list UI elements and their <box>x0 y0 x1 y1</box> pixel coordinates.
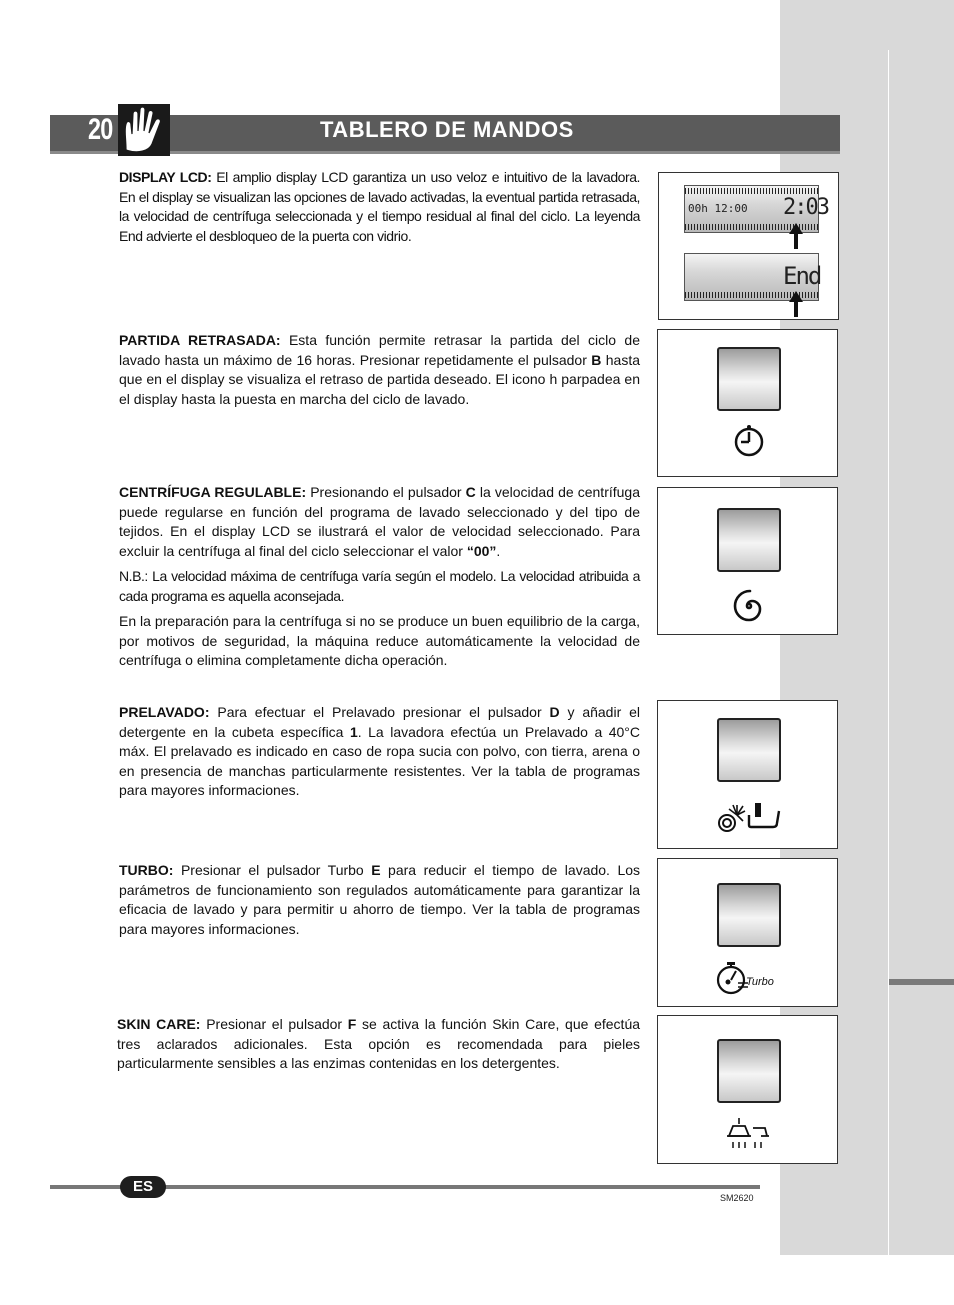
section-text: hasta que en el display se visualiza el retraso de partida deseado. El icono h parpadea en el display hasta la puesta en marcha del ciclo de lavado. <box>119 351 640 407</box>
key-label: B <box>591 351 602 368</box>
key-label: 1 <box>349 723 358 740</box>
section-text: En la preparación para la centrífuga si no se produce un buen equilibrio de la carga, por motivos de seguridad, la máquina reduce automáticamente la velocidad de centrífuga o elimina completamente dicha operación. <box>119 613 640 668</box>
delay-button-panel <box>657 329 838 477</box>
section-text: . <box>496 542 501 559</box>
page-number: 20 <box>88 113 113 146</box>
section-skin-care <box>117 1015 640 1080</box>
section-text: la velocidad de centrífuga puede regularse en función del programa de lavado seleccionado y del tipo de tejidos. En el display LCD se ilustrará el valor de velocidad seleccionado. Para excluir la centrífuga al final del ciclo seleccionar el valor <box>119 484 641 559</box>
section-note: N.B.: La velocidad máxima de centrífuga varía según el modelo. La velocidad atribuida a cada programa es aquella aconsejada. <box>119 568 640 604</box>
side-divider <box>888 50 889 1255</box>
lcd-left-readout: 00h 12:00 <box>688 202 748 215</box>
language-badge: ES <box>120 1176 166 1198</box>
key-label: F <box>347 1016 357 1032</box>
page-title: TABLERO DE MANDOS <box>320 117 574 142</box>
arrow-up-icon <box>789 223 803 249</box>
prewash-button-panel <box>657 700 838 849</box>
turbo-button-panel <box>657 858 838 1007</box>
lcd-panel <box>658 172 839 320</box>
lcd-segment-ticks <box>685 188 818 194</box>
lcd-end-readout: End <box>783 262 821 290</box>
turbo-stopwatch-icon <box>714 959 794 997</box>
arrow-up-icon <box>789 291 803 317</box>
section-text: y añadir el detergente en la cubeta específica <box>119 704 640 740</box>
section-heading: PARTIDA RETRASADA: <box>119 332 281 348</box>
section-turbo <box>119 861 640 945</box>
spin-off-value: “00” <box>466 542 497 559</box>
section-prewash <box>119 703 640 807</box>
section-text: Presionar el pulsador <box>206 1016 348 1032</box>
skin-care-button[interactable] <box>717 1039 781 1103</box>
delay-start-button[interactable] <box>717 347 781 411</box>
section-text: Presionar el pulsador Turbo <box>180 862 372 878</box>
key-label: C <box>465 484 476 500</box>
model-code: SM2620 <box>720 1193 754 1203</box>
section-text: El amplio display LCD garantiza un uso veloz e intuitivo de la lavadora. En el display se visualizan las opciones de lavado activadas, la eventual partida retrasada, la velocidad de centrífuga seleccionada y el tiempo residual al final del ciclo. La leyenda End advierte el desbloqueo de la puerta con vidrio. <box>119 169 640 244</box>
hand-icon <box>118 104 170 156</box>
section-delay-start <box>119 331 640 415</box>
prewash-button[interactable] <box>717 718 781 782</box>
spin-button-panel <box>657 487 838 635</box>
skin-care-rinse-icon <box>658 1116 839 1154</box>
turbo-button[interactable] <box>717 883 781 947</box>
section-heading: DISPLAY LCD: <box>119 169 212 185</box>
section-heading: SKIN CARE: <box>117 1016 201 1032</box>
clock-delay-icon <box>658 424 839 458</box>
section-text: . La lavadora efectúa un Prelavado a 40°C máx. El prelavado es indicado en caso de ropa sucia con polvo, con tierra, arena o en presencia de manchas particularmente resistentes. Ver la tabla de programas para mayores informaciones. <box>119 723 641 798</box>
spiral-spin-icon <box>658 588 839 624</box>
side-tab-marker <box>889 979 954 985</box>
lcd-time-readout: 2:03 <box>783 195 828 220</box>
turbo-label: Turbo <box>746 976 774 988</box>
section-text: Esta función permite retrasar la partida del ciclo de lavado hasta un máximo de 16 horas. Presionar repetidamente el pulsador <box>119 332 640 368</box>
key-label: E <box>371 862 381 878</box>
spin-speed-button[interactable] <box>717 508 781 572</box>
section-text: para reducir el tiempo de lavado. Los parámetros de funcionamiento son regulados automáticamente para garantizar la eficacia de lavado y para permitir u ahorro de tiempo. Ver la tabla de programas para mayores informaciones. <box>119 862 641 937</box>
section-heading: CENTRÍFUGA REGULABLE: <box>119 484 307 500</box>
section-heading: TURBO: <box>119 862 174 878</box>
section-spin <box>119 483 640 677</box>
skin-care-button-panel <box>657 1015 838 1164</box>
section-text: Presionando el pulsador <box>310 484 466 500</box>
key-label: D <box>549 704 560 720</box>
section-text: se activa la función Skin Care, que efectúa tres aclarados adicionales. Esta opción es recomendada para pieles particularmente sensibles a las enzimas contenidas en los detergentes. <box>117 1016 641 1071</box>
prewash-icon <box>658 797 839 839</box>
section-text: Para efectuar el Prelavado presionar el pulsador <box>217 704 550 720</box>
section-display-lcd <box>119 168 640 252</box>
section-heading: PRELAVADO: <box>119 704 210 720</box>
